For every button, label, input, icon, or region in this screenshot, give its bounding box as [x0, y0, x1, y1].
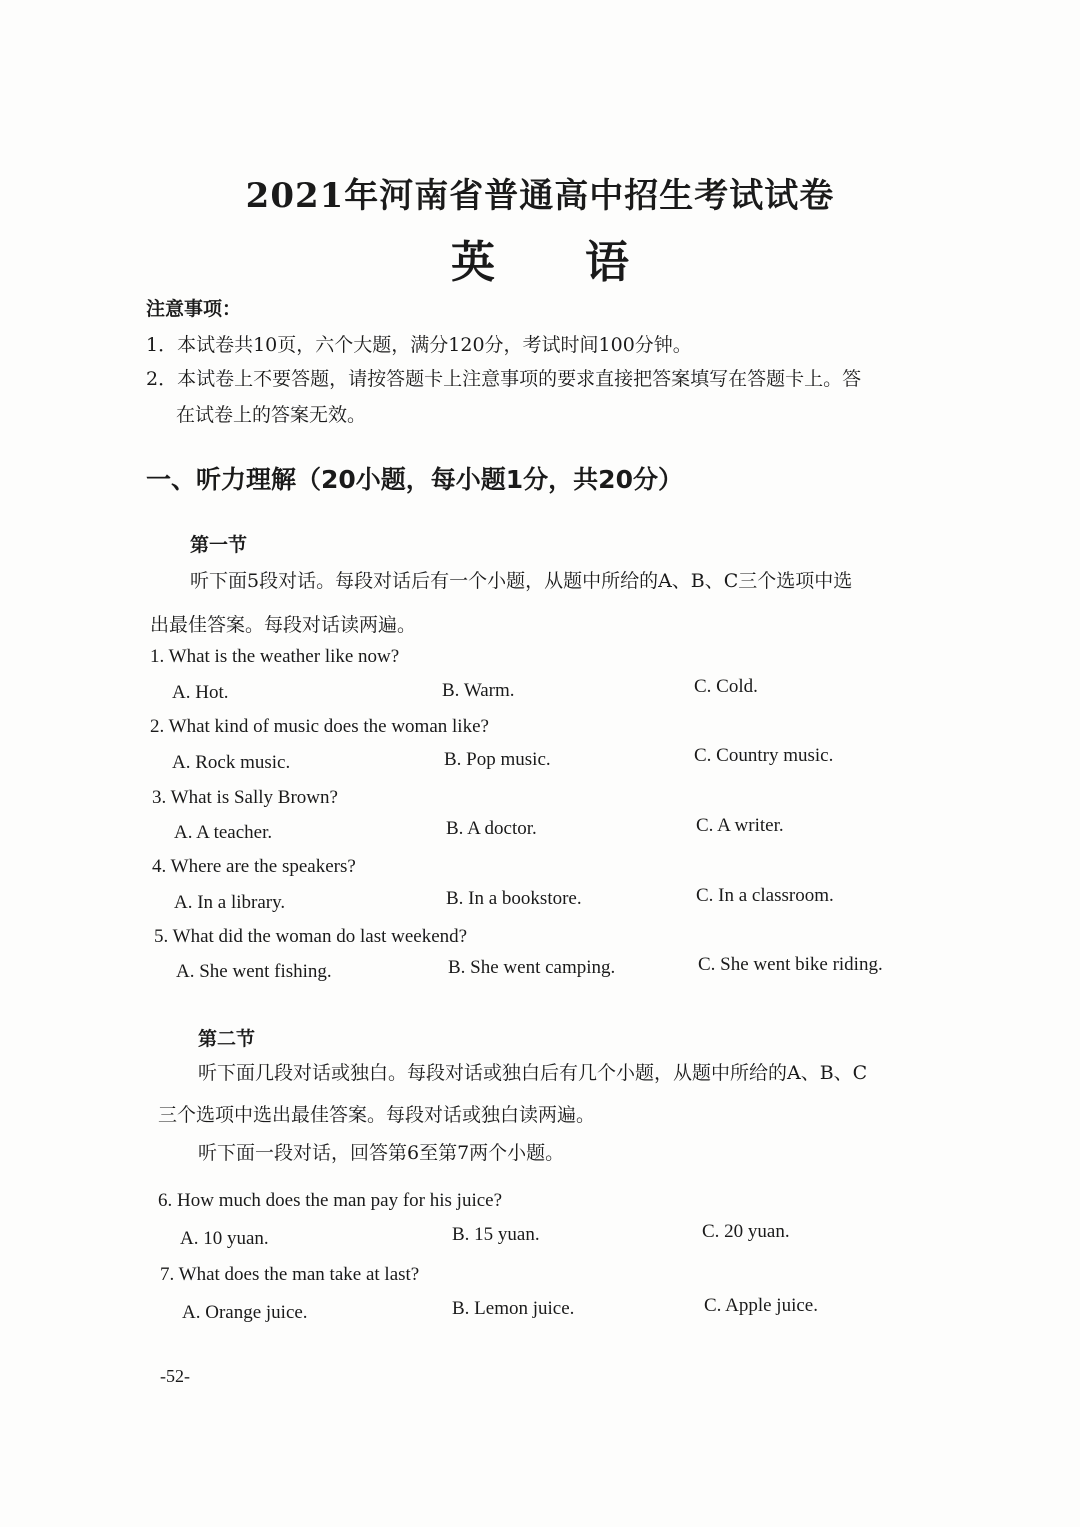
- question-6-option-a: A. 10 yuan.: [180, 1228, 269, 1249]
- question-4-option-a: A. In a library.: [174, 892, 286, 913]
- part-2-instruction-line-3: 听下面一段对话，回答第6至第7两个小题。: [198, 1142, 565, 1164]
- question-1-option-c: C. Cold.: [694, 676, 758, 697]
- question-5-option-c: C. She went bike riding.: [698, 954, 883, 975]
- question-1-option-b: B. Warm.: [442, 680, 515, 701]
- question-2-option-a: A. Rock music.: [172, 752, 291, 773]
- page-number: -52-: [160, 1366, 190, 1386]
- question-5-option-a: A. She went fishing.: [176, 961, 332, 982]
- question-2-option-b: B. Pop music.: [444, 749, 551, 770]
- question-6-option-c: C. 20 yuan.: [702, 1221, 790, 1242]
- question-5-option-b: B. She went camping.: [448, 957, 616, 978]
- question-4-option-c: C. In a classroom.: [696, 885, 834, 906]
- question-6-option-b: B. 15 yuan.: [452, 1224, 540, 1245]
- question-1-option-a: A. Hot.: [172, 682, 229, 703]
- question-3-stem: 3. What is Sally Brown?: [152, 787, 338, 808]
- subject-title: 英语: [451, 237, 719, 288]
- part-2-instruction-line-1: 听下面几段对话或独白。每段对话或独白后有几个小题，从题中所给的A、B、C: [198, 1062, 868, 1084]
- question-7-stem: 7. What does the man take at last?: [160, 1264, 420, 1285]
- part-2-heading: 第二节: [198, 1028, 256, 1050]
- notice-item-2-line-2: 在试卷上的答案无效。: [176, 404, 367, 426]
- question-1-stem: 1. What is the weather like now?: [150, 646, 400, 667]
- question-7-option-b: B. Lemon juice.: [452, 1298, 575, 1319]
- notice-item-2-line-1: 2．本试卷上不要答题，请按答题卡上注意事项的要求直接把答案填写在答题卡上。答: [146, 368, 862, 390]
- part-2-instruction-line-2: 三个选项中选出最佳答案。每段对话或独白读两遍。: [158, 1104, 596, 1126]
- question-3-option-b: B. A doctor.: [446, 818, 537, 839]
- question-2-stem: 2. What kind of music does the woman like?: [150, 716, 489, 737]
- part-1-instruction-line-1: 听下面5段对话。每段对话后有一个小题，从题中所给的A、B、C三个选项中选: [190, 570, 853, 592]
- question-7-option-a: A. Orange juice.: [182, 1302, 308, 1323]
- question-4-stem: 4. Where are the speakers?: [152, 856, 356, 877]
- question-3-option-c: C. A writer.: [696, 815, 784, 836]
- exam-title: 2021年河南省普通高中招生考试试卷: [245, 176, 835, 216]
- part-1-instruction-line-2: 出最佳答案。每段对话读两遍。: [150, 614, 417, 636]
- question-2-option-c: C. Country music.: [694, 745, 834, 766]
- part-1-heading: 第一节: [190, 534, 248, 556]
- question-4-option-b: B. In a bookstore.: [446, 888, 582, 909]
- question-5-stem: 5. What did the woman do last weekend?: [154, 926, 468, 947]
- notice-heading: 注意事项：: [146, 298, 242, 320]
- question-7-option-c: C. Apple juice.: [704, 1295, 818, 1316]
- question-3-option-a: A. A teacher.: [174, 822, 273, 843]
- section-listening-heading: 一、听力理解（20小题，每小题1分，共20分）: [146, 465, 683, 494]
- notice-item-1: 1．本试卷共10页，六个大题，满分120分，考试时间100分钟。: [146, 334, 692, 356]
- question-6-stem: 6. How much does the man pay for his juice?: [158, 1190, 503, 1211]
